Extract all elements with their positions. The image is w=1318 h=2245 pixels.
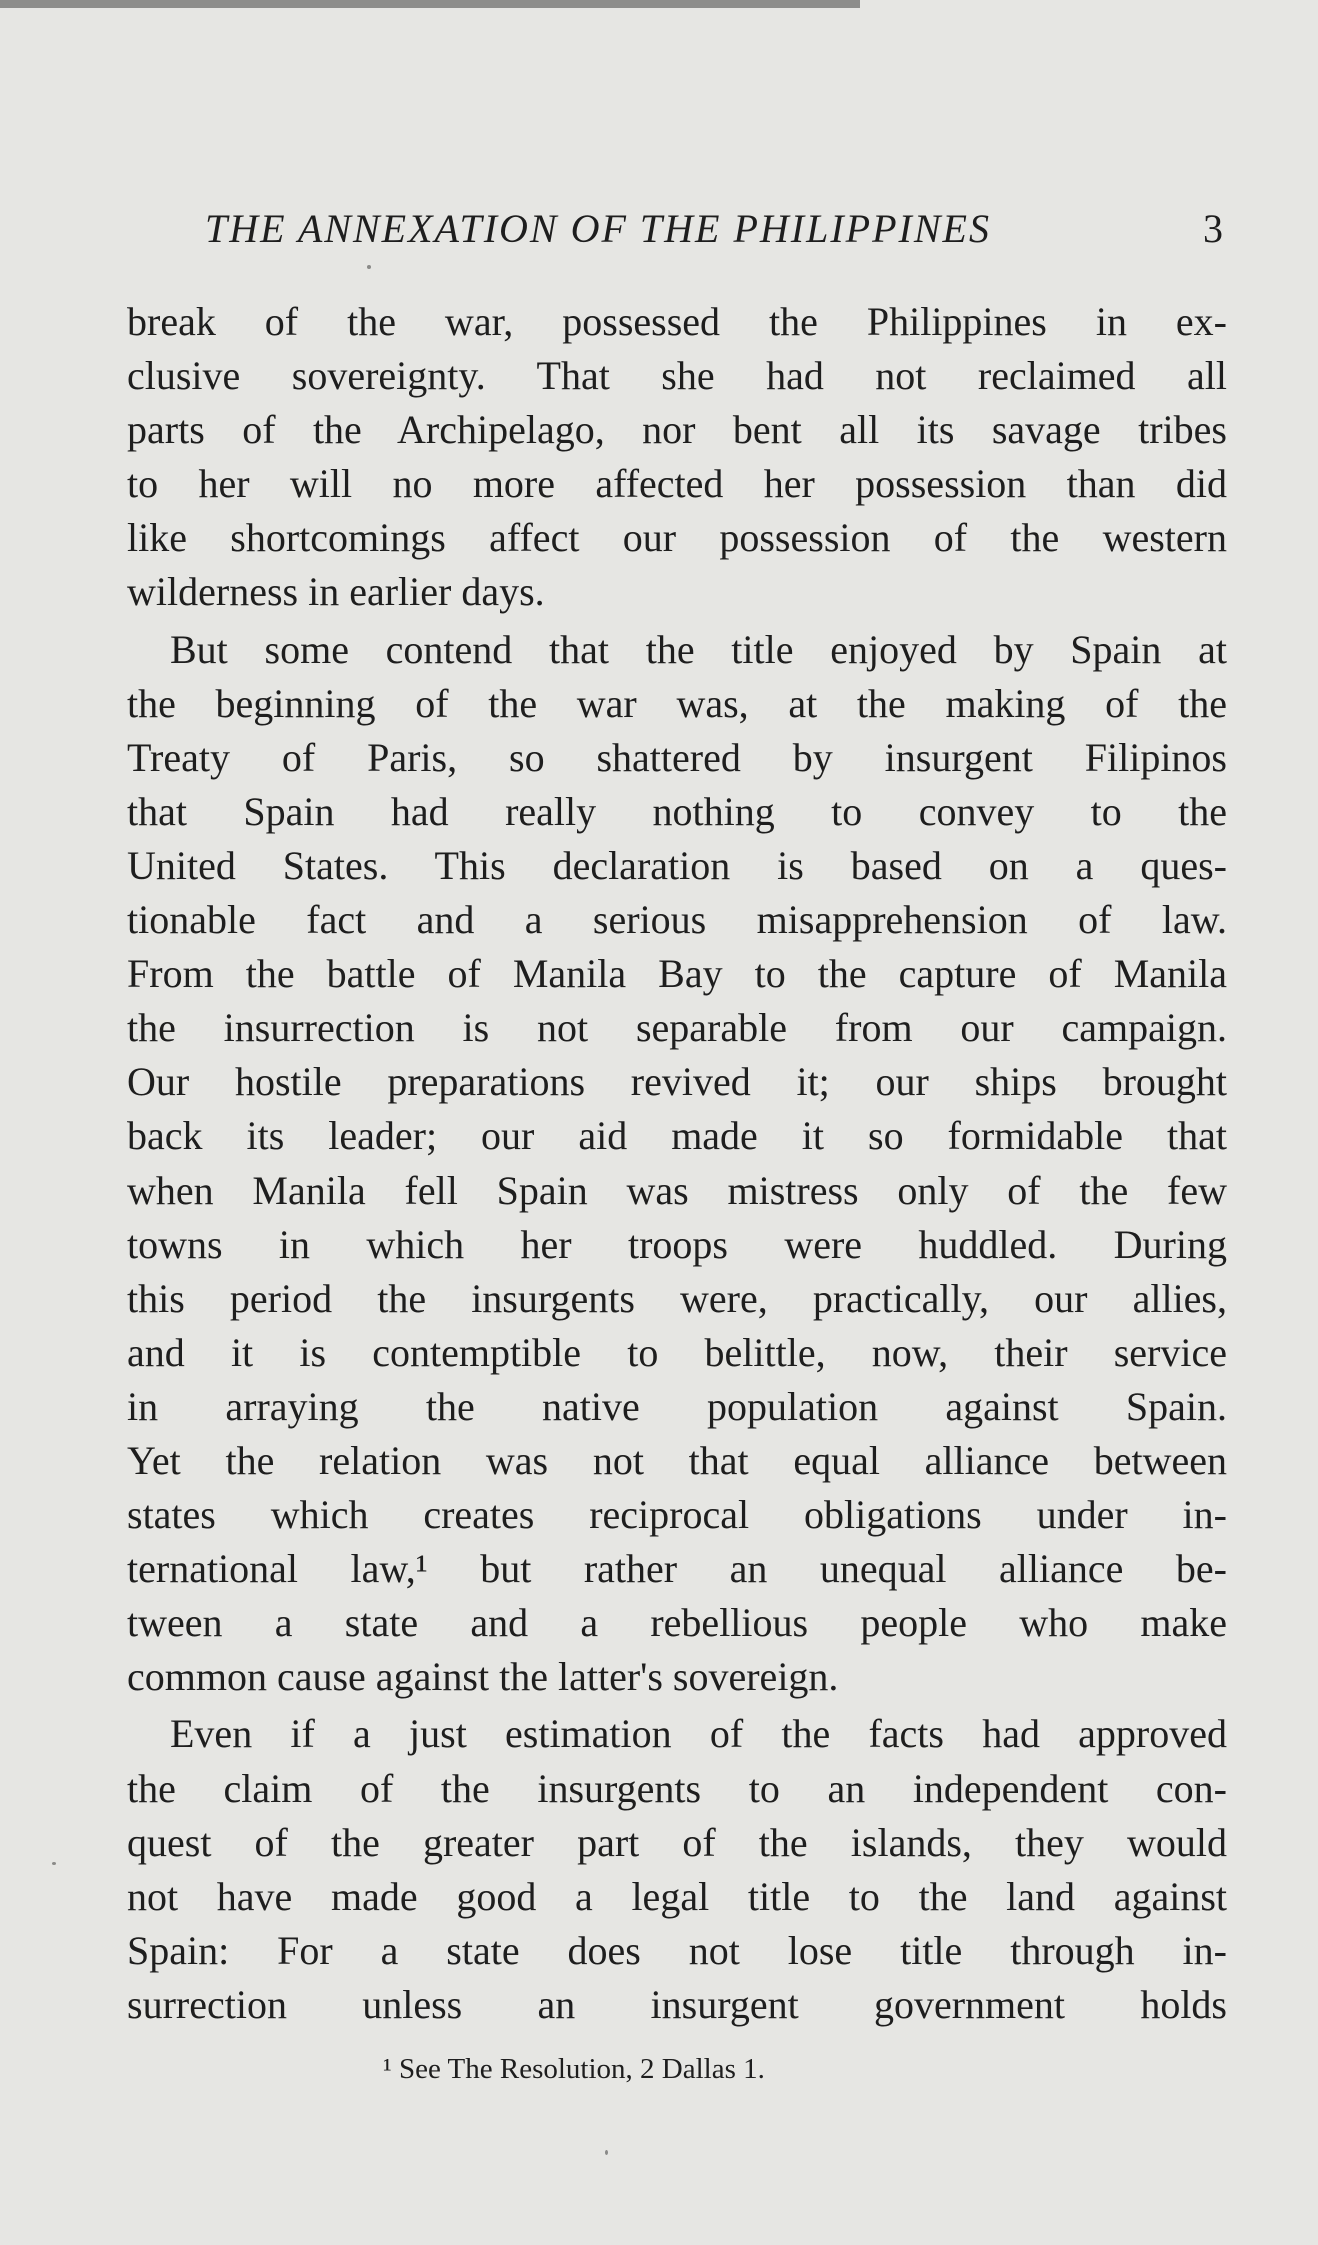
- running-title: THE ANNEXATION OF THE PHILIPPINES: [205, 206, 991, 251]
- text-line: tween a state and a rebellious people who make: [127, 1600, 1227, 1646]
- scan-speck: [605, 2150, 608, 2155]
- paragraph: [127, 623, 1227, 1705]
- text-line: Even if a just estimation of the facts had approved: [170, 1711, 1227, 1757]
- text-line: like shortcomings affect our possession of the western: [127, 515, 1227, 561]
- running-head: [120, 205, 1223, 265]
- scan-speck: [52, 1862, 56, 1865]
- text-line: in arraying the native population against Spain.: [127, 1383, 1227, 1429]
- text-line: Yet the relation was not that equal alliance between: [127, 1437, 1227, 1483]
- text-line: and it is contemptible to belittle, now, their service: [127, 1329, 1227, 1375]
- text-line: not have made good a legal title to the land against: [127, 1873, 1227, 1919]
- text-line: tionable fact and a serious misapprehension of law.: [127, 897, 1227, 943]
- body-text: [127, 295, 1227, 2032]
- text-line: quest of the greater part of the islands, they would: [127, 1819, 1227, 1865]
- text-line: back its leader; our aid made it so formidable that: [127, 1113, 1227, 1159]
- text-line: From the battle of Manila Bay to the capture of Manila: [127, 951, 1227, 997]
- scan-speck: [367, 265, 371, 269]
- text-line: Treaty of Paris, so shattered by insurgent Filipinos: [127, 734, 1227, 780]
- text-line: common cause against the latter's sovereign.: [127, 1654, 839, 1700]
- footnote: ¹ See The Resolution, 2 Dallas 1.: [383, 2053, 765, 2085]
- text-line: when Manila fell Spain was mistress only of the few: [127, 1167, 1227, 1213]
- text-line: this period the insurgents were, practically, our allies,: [127, 1275, 1227, 1321]
- text-line: break of the war, possessed the Philippines in ex-: [127, 299, 1227, 344]
- text-line: But some contend that the title enjoyed by Spain at: [170, 626, 1227, 672]
- text-line: states which creates reciprocal obligations under in-: [127, 1492, 1227, 1538]
- text-line: Spain: For a state does not lose title through in-: [127, 1927, 1227, 1973]
- text-line: towns in which her troops were huddled. During: [127, 1221, 1227, 1267]
- text-line: surrection unless an insurgent government holds: [127, 1981, 1227, 2027]
- page-number: 3: [1203, 206, 1223, 251]
- text-line: the claim of the insurgents to an independent con-: [127, 1765, 1227, 1811]
- text-line: Our hostile preparations revived it; our ships brought: [127, 1059, 1227, 1105]
- text-line: ternational law,¹ but rather an unequal alliance be-: [127, 1546, 1227, 1592]
- text-line: the insurrection is not separable from our campaign.: [127, 1005, 1227, 1051]
- text-line: United States. This declaration is based on a ques-: [127, 842, 1227, 888]
- text-line: that Spain had really nothing to convey to the: [127, 788, 1227, 834]
- text-line: parts of the Archipelago, nor bent all its savage tribes: [127, 407, 1227, 453]
- text-line: clusive sovereignty. That she had not reclaimed all: [127, 353, 1227, 399]
- paragraph: [127, 1707, 1227, 2032]
- scan-edge-rule: [0, 0, 860, 8]
- paragraph: [127, 295, 1227, 620]
- text-line: to her will no more affected her possession than did: [127, 461, 1227, 507]
- text-line: wilderness in earlier days.: [127, 569, 545, 615]
- text-line: the beginning of the war was, at the making of the: [127, 680, 1227, 726]
